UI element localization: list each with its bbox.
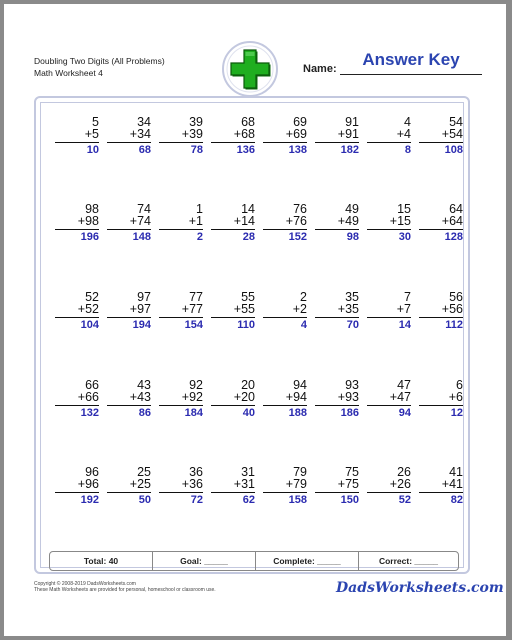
problem-bottom-number: +96 [77,477,99,491]
problem-bottom-number: +55 [233,302,255,316]
problem-answer: 108 [444,144,463,156]
problem-rule [107,229,151,230]
problem-answer: 112 [445,319,463,331]
problem-rule [419,229,463,230]
problem-item [107,466,151,506]
problem-bottom-number: +6 [448,390,463,404]
plus-logo-icon [221,40,279,98]
problem-bottom-number: +93 [337,390,359,404]
problem-top-number: 91 [345,115,359,129]
problem-bottom-number: +54 [441,127,463,141]
problem-item [55,466,99,506]
problem-rule [263,405,307,406]
problem-item [263,466,307,506]
complete-field: Complete: _____ [273,556,341,566]
problem-rule [419,142,463,143]
problem-bottom-number: +20 [233,390,255,404]
score-bar [49,551,459,571]
problem-top-number: 94 [293,378,307,392]
problem-top-number: 1 [196,202,203,216]
problem-top-number: 34 [137,115,151,129]
problem-bottom-number: +14 [233,214,255,228]
problem-item [159,116,203,156]
problem-top-number: 92 [189,378,203,392]
problem-top-number: 35 [345,290,359,304]
problem-answer: 132 [80,407,99,419]
problem-top-number: 56 [449,290,463,304]
problem-rule [107,142,151,143]
correct-field: Correct: _____ [378,556,439,566]
problem-item [55,116,99,156]
usage-line: These Math Worksheets are provided for personal, homeschool or classroom use. [34,587,216,593]
problem-top-number: 52 [85,290,99,304]
problem-bottom-number: +56 [441,302,463,316]
problem-answer: 52 [398,494,411,506]
worksheet-title: Doubling Two Digits (All Problems) [34,56,165,66]
problem-bottom-number: +2 [292,302,307,316]
problem-item [315,291,359,331]
problem-bottom-number: +47 [389,390,411,404]
problem-item [419,291,463,331]
problem-bottom-number: +64 [441,214,463,228]
problem-rule [419,317,463,318]
problem-item [107,291,151,331]
problem-top-number: 14 [241,202,255,216]
problem-rule [315,142,359,143]
problem-rule [211,229,255,230]
problem-answer: 98 [346,231,359,243]
problem-answer: 152 [288,231,307,243]
problem-answer: 72 [190,494,203,506]
problem-rule [315,317,359,318]
problem-rule [55,492,99,493]
problem-top-number: 54 [449,115,463,129]
problem-rule [211,142,255,143]
problem-answer: 78 [190,144,203,156]
problem-bottom-number: +98 [77,214,99,228]
problem-rule [211,492,255,493]
problem-answer: 68 [138,144,151,156]
problem-item [263,203,307,243]
problem-item [211,466,255,506]
problem-rule [367,142,411,143]
problem-answer: 196 [80,231,99,243]
problem-rule [263,317,307,318]
problem-item [159,379,203,419]
copyright-line: Copyright © 2008-2019 DadsWorksheets.com [34,581,136,587]
problem-bottom-number: +43 [129,390,151,404]
problem-item [263,116,307,156]
problem-rule [55,229,99,230]
problem-answer: 50 [138,494,151,506]
problem-answer: 136 [236,144,255,156]
problem-item [211,291,255,331]
problem-top-number: 79 [293,465,307,479]
problem-item [55,379,99,419]
problem-item [107,379,151,419]
answer-key-label: Answer Key [362,50,460,69]
problem-rule [55,405,99,406]
problem-bottom-number: +94 [285,390,307,404]
problem-item [367,466,411,506]
problem-bottom-number: +97 [129,302,151,316]
problem-answer: 110 [237,319,255,331]
problem-bottom-number: +76 [285,214,307,228]
problem-top-number: 25 [137,465,151,479]
problem-item [55,203,99,243]
problem-rule [263,142,307,143]
problem-answer: 10 [86,144,99,156]
problem-bottom-number: +66 [77,390,99,404]
problem-top-number: 49 [345,202,359,216]
brand-logo[interactable]: DadsWorksheets.com [336,580,504,596]
problem-answer: 128 [444,231,463,243]
problem-item [107,203,151,243]
problem-answer: 182 [340,144,359,156]
problem-bottom-number: +34 [129,127,151,141]
problem-top-number: 64 [449,202,463,216]
problem-bottom-number: +4 [396,127,411,141]
problem-answer: 86 [138,407,151,419]
problem-top-number: 26 [397,465,411,479]
problem-bottom-number: +49 [337,214,359,228]
problem-answer: 192 [80,494,99,506]
total-count: Total: 40 [83,556,119,566]
problem-top-number: 74 [137,202,151,216]
problem-top-number: 55 [241,290,255,304]
problem-top-number: 39 [189,115,203,129]
problem-bottom-number: +92 [181,390,203,404]
problem-answer: 40 [242,407,255,419]
problem-rule [263,229,307,230]
problem-rule [107,492,151,493]
problem-item [159,466,203,506]
problem-answer: 104 [80,319,99,331]
problem-top-number: 98 [85,202,99,216]
goal-field: Goal: _____ [180,556,228,566]
problem-item [315,379,359,419]
problem-rule [367,317,411,318]
problem-rule [367,405,411,406]
problem-answer: 184 [184,407,203,419]
problem-top-number: 76 [293,202,307,216]
problem-rule [315,405,359,406]
problem-rule [367,492,411,493]
problem-rule [211,405,255,406]
problem-bottom-number: +79 [285,477,307,491]
problem-rule [107,317,151,318]
problem-answer: 148 [132,231,151,243]
problem-top-number: 31 [241,465,255,479]
problem-bottom-number: +74 [129,214,151,228]
problem-rule [419,492,463,493]
problem-rule [419,405,463,406]
problem-top-number: 75 [345,465,359,479]
problem-answer: 158 [288,494,307,506]
problem-top-number: 47 [397,378,411,392]
problem-item [367,291,411,331]
problem-bottom-number: +52 [77,302,99,316]
problem-bottom-number: +75 [337,477,359,491]
problem-item [419,379,463,419]
problem-bottom-number: +7 [396,302,411,316]
problem-rule [159,492,203,493]
problem-top-number: 2 [300,290,307,304]
problem-answer: 62 [242,494,255,506]
problem-item [367,116,411,156]
problem-item [263,379,307,419]
problem-rule [55,317,99,318]
problem-answer: 138 [288,144,307,156]
problem-answer: 154 [184,319,203,331]
problem-rule [367,229,411,230]
problem-top-number: 20 [241,378,255,392]
problem-top-number: 41 [449,465,463,479]
problem-answer: 188 [288,407,307,419]
problem-answer: 12 [450,407,463,419]
problem-bottom-number: +26 [389,477,411,491]
problem-item [55,291,99,331]
problem-rule [263,492,307,493]
problem-bottom-number: +1 [188,214,203,228]
problem-top-number: 4 [404,115,411,129]
problem-top-number: 5 [92,115,99,129]
problem-top-number: 96 [85,465,99,479]
problem-bottom-number: +15 [389,214,411,228]
problem-item [263,291,307,331]
problem-answer: 2 [196,231,203,243]
problem-bottom-number: +77 [181,302,203,316]
problem-item [419,116,463,156]
problem-item [419,203,463,243]
problem-item [211,379,255,419]
problem-item [211,116,255,156]
problem-bottom-number: +36 [181,477,203,491]
name-label: Name: [303,63,337,75]
problem-top-number: 66 [85,378,99,392]
problem-answer: 194 [132,319,151,331]
problem-item [211,203,255,243]
problem-answer: 4 [300,319,307,331]
problem-top-number: 69 [293,115,307,129]
problem-rule [107,405,151,406]
problem-bottom-number: +69 [285,127,307,141]
problem-bottom-number: +41 [441,477,463,491]
problem-rule [315,229,359,230]
problem-answer: 14 [398,319,411,331]
problem-top-number: 36 [189,465,203,479]
problem-rule [55,142,99,143]
problem-item [315,203,359,243]
problem-bottom-number: +5 [84,127,99,141]
problem-top-number: 68 [241,115,255,129]
problem-rule [159,229,203,230]
problem-top-number: 43 [137,378,151,392]
problem-answer: 150 [340,494,359,506]
problem-top-number: 15 [397,202,411,216]
problem-answer: 94 [398,407,411,419]
problem-top-number: 77 [189,290,203,304]
problem-bottom-number: +25 [129,477,151,491]
problem-rule [211,317,255,318]
problem-top-number: 6 [456,378,463,392]
problem-rule [315,492,359,493]
problem-bottom-number: +35 [337,302,359,316]
problem-item [159,203,203,243]
problem-top-number: 97 [137,290,151,304]
name-line [340,74,482,75]
problem-bottom-number: +91 [337,127,359,141]
problem-item [159,291,203,331]
problem-item [367,203,411,243]
problem-bottom-number: +39 [181,127,203,141]
problem-item [367,379,411,419]
problem-answer: 28 [242,231,255,243]
problem-rule [159,142,203,143]
problem-item [419,466,463,506]
problem-top-number: 7 [404,290,411,304]
problem-answer: 8 [404,144,411,156]
problem-top-number: 93 [345,378,359,392]
problem-item [315,466,359,506]
worksheet-subtitle: Math Worksheet 4 [34,68,103,78]
problem-item [107,116,151,156]
problem-answer: 82 [450,494,463,506]
problem-bottom-number: +31 [233,477,255,491]
copyright-notice [34,581,216,593]
problem-rule [159,317,203,318]
problem-item [315,116,359,156]
problem-answer: 186 [340,407,359,419]
problem-bottom-number: +68 [233,127,255,141]
problem-answer: 30 [398,231,411,243]
problem-rule [159,405,203,406]
problem-answer: 70 [346,319,359,331]
